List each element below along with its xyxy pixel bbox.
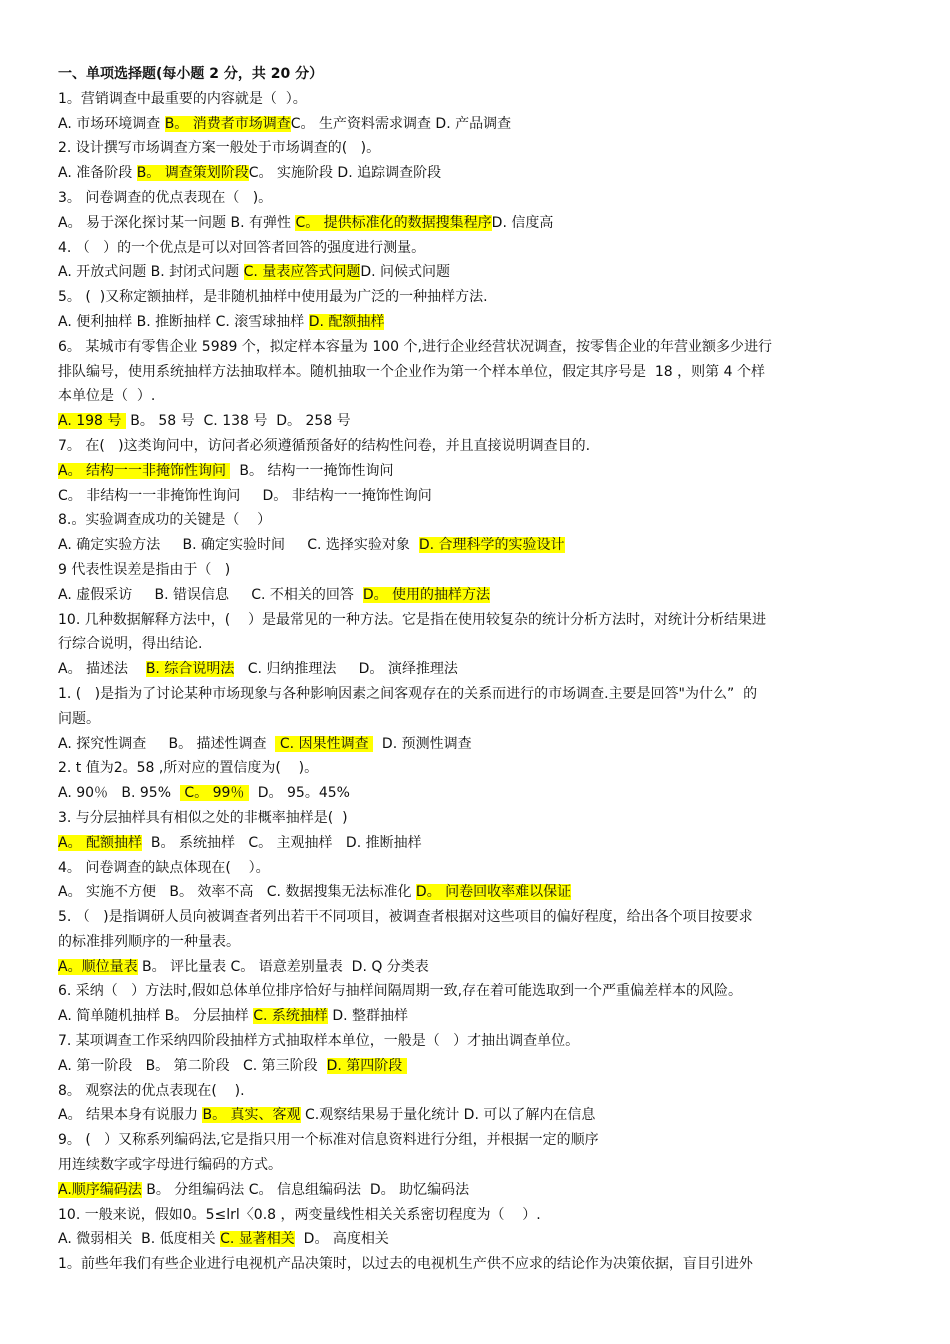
text-segment: 2. t 值为2。58 ,所对应的置信度为( )。 xyxy=(58,760,319,777)
text-segment: A. 便利抽样 B. 推断抽样 C. 滚雪球抽样 xyxy=(58,313,309,330)
text-segment: C。 非结构一一非掩饰性询问 D。 非结构一一掩饰性询问 xyxy=(58,487,432,504)
text-line xyxy=(58,1227,894,1252)
text-line xyxy=(58,1178,894,1203)
text-line xyxy=(58,1054,894,1079)
text-line xyxy=(58,161,894,186)
text-segment: C. 归纳推理法 D。 演绎推理法 xyxy=(234,661,458,678)
text-segment: C.观察结果易于量化统计 D. 可以了解内在信息 xyxy=(300,1107,596,1124)
text-line xyxy=(58,508,894,533)
text-line xyxy=(58,1203,894,1228)
text-line xyxy=(58,1004,894,1029)
text-line xyxy=(58,186,894,211)
text-line xyxy=(58,1103,894,1128)
text-segment: 9 代表性误差是指由于（ ) xyxy=(58,561,231,578)
text-line xyxy=(58,583,894,608)
text-segment: 的标准排列顺序的一种量表。 xyxy=(58,933,240,950)
highlighted-answer: A。顺位量表 xyxy=(58,958,138,975)
text-segment: 7. 某项调查工作采纳四阶段抽样方式抽取样本单位，一般是（ ）才抽出调查单位。 xyxy=(58,1033,580,1050)
highlighted-answer: C. 量表应答式问题 xyxy=(243,264,361,281)
text-segment: D. 问候式问题 xyxy=(360,264,451,281)
highlighted-answer: D。 问卷回收率难以保证 xyxy=(415,884,572,901)
text-segment: 5。 ( )又称定额抽样，是非随机抽样中使用最为广泛的一种抽样方法. xyxy=(58,289,488,306)
highlighted-answer: C. 显著相关 xyxy=(220,1231,295,1248)
highlighted-answer: D. 第四阶段 xyxy=(326,1057,407,1074)
text-segment: A. 微弱相关 B. 低度相关 xyxy=(58,1231,221,1248)
text-segment: 2. 设计撰写市场调查方案一般处于市场调查的( )。 xyxy=(58,140,381,157)
text-segment: 10. 一般来说，假如0。5≤lrl〈0.8 ，两变量线性相关关系密切程度为（ ）. xyxy=(58,1206,541,1223)
text-segment: A. 市场环境调查 xyxy=(58,115,165,132)
highlighted-answer: A。 配额抽样 xyxy=(58,834,143,851)
text-line xyxy=(58,384,894,409)
highlighted-answer: A. 198 号 xyxy=(58,413,126,430)
text-segment: B。 评比量表 C。 语意差别量表 D. Q 分类表 xyxy=(137,958,429,975)
text-line xyxy=(58,732,894,757)
text-segment: B。 58 号 C. 138 号 D。 258 号 xyxy=(125,413,351,430)
text-segment: 用连续数字或字母进行编码的方式。 xyxy=(58,1157,282,1174)
text-line xyxy=(58,533,894,558)
text-segment: A. 90％ B. 95% xyxy=(58,785,180,802)
text-segment: A. 虚假采访 B. 错误信息 C. 不相关的回答 xyxy=(58,586,363,603)
text-line xyxy=(58,335,894,360)
text-segment: A. 确定实验方法 B. 确定实验时间 C. 选择实验对象 xyxy=(58,537,419,554)
text-segment: 6. 采纳（ ）方法时,假如总体单位排序恰好与抽样间隔周期一致,存在着可能选取到一个严重偏差样本的风险。 xyxy=(58,983,743,1000)
text-line xyxy=(58,484,894,509)
text-segment: A. 探究性调查 B。 描述性调查 xyxy=(58,735,276,752)
text-segment: B。 系统抽样 C。 主观抽样 D. 推断抽样 xyxy=(142,834,422,851)
document-page xyxy=(58,62,894,1277)
text-segment: 8.。实验调查成功的关键是（ ） xyxy=(58,512,272,529)
highlighted-answer: C。 99％ xyxy=(179,785,249,802)
text-line xyxy=(58,434,894,459)
highlighted-answer: D. 配额抽样 xyxy=(308,313,385,330)
text-line xyxy=(58,707,894,732)
text-segment: D。 高度相关 xyxy=(294,1231,389,1248)
text-line xyxy=(58,1029,894,1054)
highlighted-answer: C. 因果性调查 xyxy=(275,735,374,752)
text-line xyxy=(58,136,894,161)
text-line xyxy=(58,87,894,112)
text-segment: A. 简单随机抽样 B。 分层抽样 xyxy=(58,1008,254,1025)
text-line xyxy=(58,211,894,236)
text-segment: A. 第一阶段 B。 第二阶段 C. 第三阶段 xyxy=(58,1057,327,1074)
text-segment: 1. ( )是指为了讨论某种市场现象与各种影响因素之间客观存在的关系而进行的市场调查.主要是回答"为什么” 的 xyxy=(58,685,758,702)
text-segment: 行综合说明，得出结论. xyxy=(58,636,203,653)
text-line xyxy=(58,1079,894,1104)
text-line xyxy=(58,955,894,980)
text-segment: 4。 问卷调查的缺点体现在( ）。 xyxy=(58,859,270,876)
text-segment: A。 结果本身有说服力 xyxy=(58,1107,203,1124)
text-segment: A. 开放式问题 B. 封闭式问题 xyxy=(58,264,244,281)
text-segment: 10. 几种数据解释方法中，( ）是最常见的一种方法。它是指在使用较复杂的统计分析方法时，对统计分析结果进 xyxy=(58,611,766,628)
highlighted-answer: A.顺序编码法 xyxy=(58,1181,142,1198)
text-segment: 一、单项选择题(每小题 2 分，共 20 分） xyxy=(58,66,324,82)
text-segment: D. 信度高 xyxy=(491,214,554,231)
highlighted-answer: C。 提供标准化的数据搜集程序 xyxy=(295,214,492,231)
text-line xyxy=(58,1153,894,1178)
text-line xyxy=(58,905,894,930)
text-line xyxy=(58,657,894,682)
text-segment: D。 95。45% xyxy=(248,785,350,802)
text-segment: C。 实施阶段 D. 追踪调查阶段 xyxy=(248,165,442,182)
text-segment: A. 准备阶段 xyxy=(58,165,137,182)
text-segment: 5. （ )是指调研人员向被调查者列出若干不同项目，被调查者根据对这些项目的偏好程度，给出各个项目按要求 xyxy=(58,909,753,926)
text-segment: A。 实施不方便 B。 效率不高 C. 数据搜集无法标准化 xyxy=(58,884,416,901)
text-segment: 8。 观察法的优点表现在( ). xyxy=(58,1082,245,1099)
section-heading xyxy=(58,62,894,87)
text-segment: 7。 在( )这类询问中，访问者必须遵循预备好的结构性问卷，并且直接说明调查目的. xyxy=(58,437,591,454)
text-segment: D. 预测性调查 xyxy=(373,735,472,752)
text-segment: B。 分组编码法 C。 信息组编码法 D。 助忆编码法 xyxy=(141,1181,470,1198)
text-line xyxy=(58,310,894,335)
text-line xyxy=(58,112,894,137)
text-line xyxy=(58,459,894,484)
text-segment: 1。营销调查中最重要的内容就是（ ）。 xyxy=(58,90,307,107)
text-segment: B。 结构一一掩饰性询问 xyxy=(230,462,394,479)
highlighted-answer: B。 调查策划阶段 xyxy=(136,165,249,182)
highlighted-answer: A。 结构一一非掩饰性询问 xyxy=(58,462,231,479)
text-line xyxy=(58,1128,894,1153)
text-line xyxy=(58,360,894,385)
text-segment: 3。 问卷调查的优点表现在（ )。 xyxy=(58,189,273,206)
text-line xyxy=(58,979,894,1004)
text-segment: 问题。 xyxy=(58,710,100,727)
text-segment: A。 易于深化探讨某一问题 B. 有弹性 xyxy=(58,214,296,231)
text-segment: 3. 与分层抽样具有相似之处的非概率抽样是( ) xyxy=(58,809,348,826)
text-line xyxy=(58,632,894,657)
text-line xyxy=(58,285,894,310)
text-line xyxy=(58,781,894,806)
highlighted-answer: B。 真实、客观 xyxy=(202,1107,301,1124)
text-segment: 6。 某城市有零售企业 5989 个，拟定样本容量为 100 个,进行企业经营状况调查，按零售企业的年营业额多少进行 xyxy=(58,338,772,355)
text-segment: 9。 ( ）又称系列编码法,它是指只用一个标准对信息资料进行分组，并根据一定的顺序 xyxy=(58,1132,599,1149)
highlighted-answer: B。 消费者市场调查 xyxy=(164,115,291,132)
text-segment: C。 生产资料需求调查 D. 产品调查 xyxy=(290,115,512,132)
text-segment: 本单位是（ ）. xyxy=(58,388,156,405)
text-line xyxy=(58,880,894,905)
text-line xyxy=(58,856,894,881)
highlighted-answer: B. 综合说明法 xyxy=(145,661,235,678)
text-line xyxy=(58,558,894,583)
text-segment: 4. （ ）的一个优点是可以对回答者回答的强度进行测量。 xyxy=(58,239,426,256)
text-line xyxy=(58,682,894,707)
text-line xyxy=(58,409,894,434)
text-line xyxy=(58,831,894,856)
text-line xyxy=(58,608,894,633)
highlighted-answer: D. 合理科学的实验设计 xyxy=(418,537,565,554)
text-segment: A。 描述法 xyxy=(58,661,146,678)
text-line xyxy=(58,1252,894,1277)
text-line xyxy=(58,806,894,831)
text-segment: 排队编号，使用系统抽样方法抽取样本。随机抽取一个企业作为第一个样本单位，假定其序号是 18 ，则第 4 个样 xyxy=(58,363,765,380)
text-segment: 1。前些年我们有些企业进行电视机产品决策时，以过去的电视机生产供不应求的结论作为决策依据，盲目引进外 xyxy=(58,1256,753,1273)
text-line xyxy=(58,756,894,781)
text-line xyxy=(58,930,894,955)
text-segment: D. 整群抽样 xyxy=(327,1008,409,1025)
highlighted-answer: D。 使用的抽样方法 xyxy=(362,586,491,603)
text-line xyxy=(58,236,894,261)
text-line xyxy=(58,260,894,285)
highlighted-answer: C. 系统抽样 xyxy=(253,1008,328,1025)
